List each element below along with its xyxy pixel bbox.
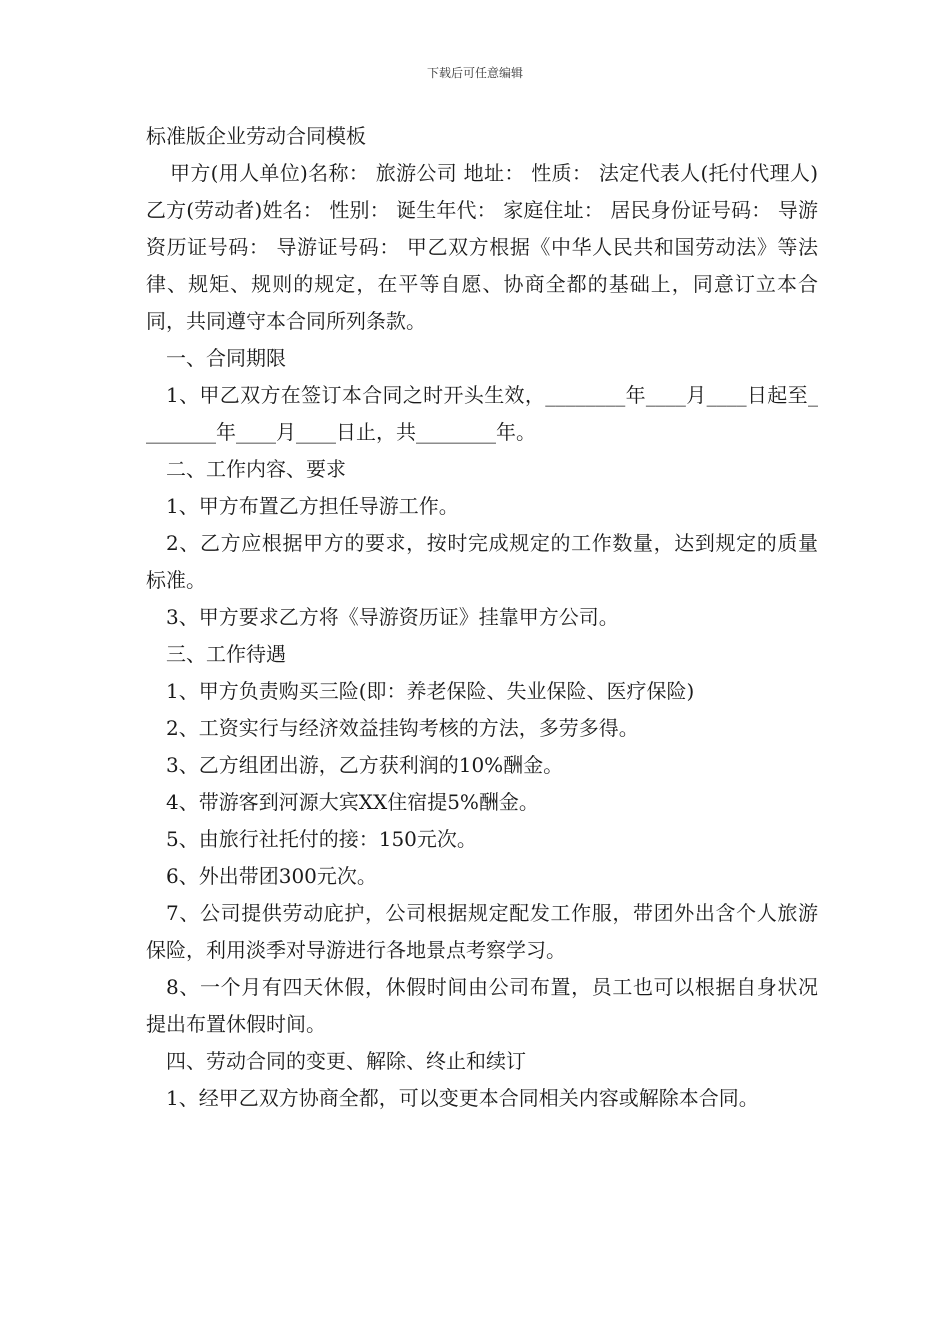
document-title: 标准版企业劳动合同模板	[146, 124, 366, 148]
paragraph: 1、甲乙双方在签订本合同之时开头生效，________年____月____日起至________年____月____日止，共________年。	[146, 383, 818, 444]
section-heading: 四、劳动合同的变更、解除、终止和续订	[166, 1049, 526, 1073]
paragraph: 1、经甲乙双方协商全都，可以变更本合同相关内容或解除本合同。	[166, 1086, 759, 1110]
paragraph: 2、工资实行与经济效益挂钩考核的方法，多劳多得。	[166, 716, 639, 740]
section-heading: 一、合同期限	[166, 346, 286, 370]
paragraph: 3、乙方组团出游，乙方获利润的10%酬金。	[166, 753, 564, 777]
section-heading: 二、工作内容、要求	[166, 457, 346, 481]
paragraph: 1、甲方布置乙方担任导游工作。	[166, 494, 459, 518]
document-body	[146, 118, 818, 1117]
paragraph: 8、一个月有四天休假，休假时间由公司布置，员工也可以根据自身状况提出布置休假时间。	[146, 975, 818, 1036]
paragraph: 1、甲方负责购买三险(即：养老保险、失业保险、医疗保险)	[166, 679, 695, 703]
paragraph: 6、外出带团300元次。	[166, 864, 377, 888]
paragraph: 4、带游客到河源大宾XX住宿提5%酬金。	[166, 790, 539, 814]
paragraph: 2、乙方应根据甲方的要求，按时完成规定的工作数量，达到规定的质量标准。	[146, 531, 818, 592]
section-heading: 三、工作待遇	[166, 642, 286, 666]
paragraph: 7、公司提供劳动庇护，公司根据规定配发工作服，带团外出含个人旅游保险，利用淡季对导游进行各地景点考察学习。	[146, 901, 818, 962]
paragraph: 5、由旅行社托付的接：150元次。	[166, 827, 477, 851]
page-header: 下载后可任意编辑	[426, 66, 523, 80]
intro-paragraph: 甲方(用人单位)名称： 旅游公司 地址： 性质： 法定代表人(托付代理人) 乙方(劳动者)姓名： 性别： 诞生年代： 家庭住址： 居民身份证号码： 导游资历证号码： 导游证号码： 甲乙双方根据《中华人民共和国劳动法》等法律、规矩、规则的规定，在平等自愿、协商全都的基础上，同意订立本合同，共同遵守本合同所列条款。	[146, 161, 818, 333]
paragraph: 3、甲方要求乙方将《导游资历证》挂靠甲方公司。	[166, 605, 619, 629]
